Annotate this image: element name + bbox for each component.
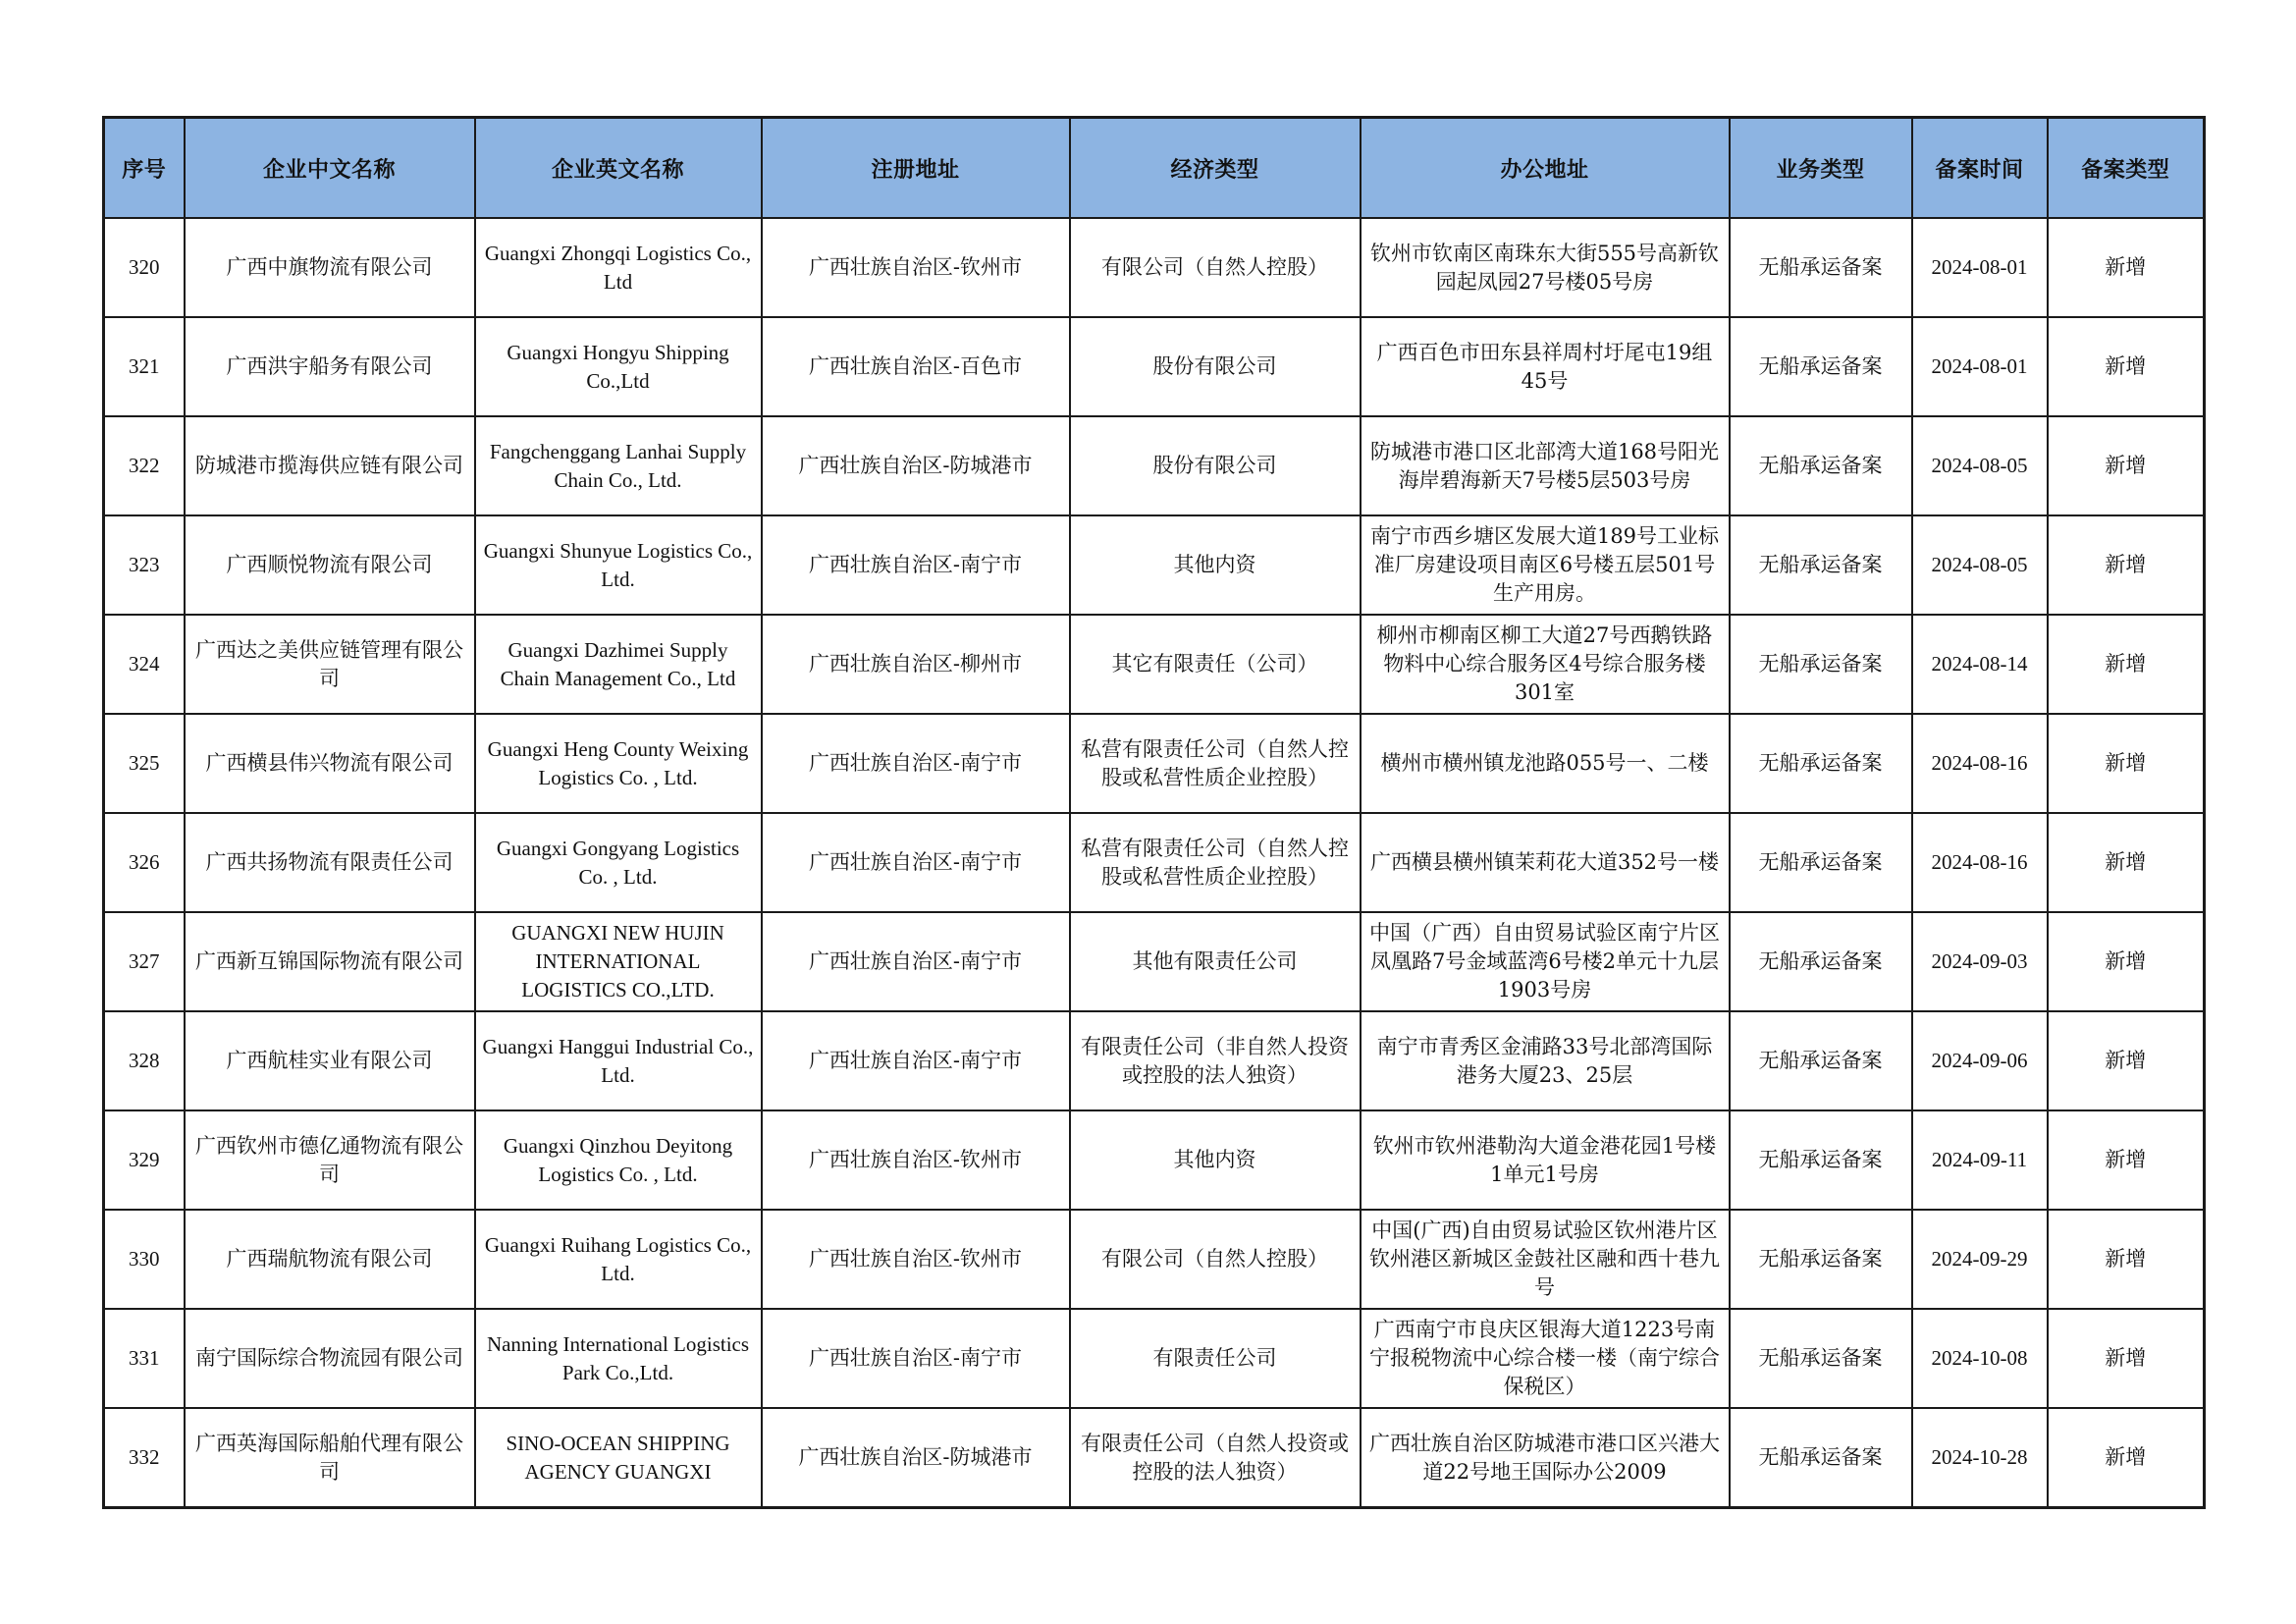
cell-biz-type: 无船承运备案 [1730,1210,1912,1309]
cell-biz-type: 无船承运备案 [1730,416,1912,515]
cell-office-addr: 南宁市西乡塘区发展大道189号工业标准厂房建设项目南区6号楼五层501号生产用房。 [1361,515,1730,615]
cell-en-name: Guangxi Hanggui Industrial Co., Ltd. [475,1011,762,1110]
header-econ-type: 经济类型 [1070,118,1361,219]
table-row [104,515,2205,615]
cell-biz-type: 无船承运备案 [1730,515,1912,615]
cell-no: 322 [104,416,185,515]
cell-reg-addr: 广西壮族自治区-钦州市 [762,1210,1070,1309]
cell-econ-type: 有限责任公司（非自然人投资或控股的法人独资） [1070,1011,1361,1110]
cell-cn-name: 南宁国际综合物流园有限公司 [185,1309,475,1408]
table-row [104,1408,2205,1508]
cell-en-name: Guangxi Gongyang Logistics Co. , Ltd. [475,813,762,912]
cell-cn-name: 广西钦州市德亿通物流有限公司 [185,1110,475,1210]
cell-no: 320 [104,218,185,317]
cell-econ-type: 其他内资 [1070,515,1361,615]
table-row [104,416,2205,515]
header-en-name: 企业英文名称 [475,118,762,219]
cell-cn-name: 广西航桂实业有限公司 [185,1011,475,1110]
cell-en-name: Guangxi Shunyue Logistics Co., Ltd. [475,515,762,615]
cell-econ-type: 私营有限责任公司（自然人控股或私营性质企业控股） [1070,714,1361,813]
cell-date: 2024-10-28 [1912,1408,2048,1508]
cell-biz-type: 无船承运备案 [1730,615,1912,714]
cell-date: 2024-08-16 [1912,813,2048,912]
cell-biz-type: 无船承运备案 [1730,1011,1912,1110]
cell-office-addr: 钦州市钦南区南珠东大街555号高新钦园起凤园27号楼05号房 [1361,218,1730,317]
table-row [104,615,2205,714]
cell-cn-name: 广西瑞航物流有限公司 [185,1210,475,1309]
cell-en-name: Guangxi Dazhimei Supply Chain Management Co., Ltd [475,615,762,714]
cell-no: 324 [104,615,185,714]
cell-office-addr: 钦州市钦州港勒沟大道金港花园1号楼1单元1号房 [1361,1110,1730,1210]
cell-cn-name: 广西英海国际船舶代理有限公司 [185,1408,475,1508]
header-filing-type: 备案类型 [2048,118,2205,219]
table-row [104,317,2205,416]
header-office-addr: 办公地址 [1361,118,1730,219]
table-row [104,1309,2205,1408]
cell-office-addr: 中国（广西）自由贸易试验区南宁片区凤凰路7号金域蓝湾6号楼2单元十九层1903号房 [1361,912,1730,1011]
cell-en-name: Guangxi Heng County Weixing Logistics Co. , Ltd. [475,714,762,813]
cell-date: 2024-09-06 [1912,1011,2048,1110]
cell-reg-addr: 广西壮族自治区-南宁市 [762,1011,1070,1110]
table-row [104,1110,2205,1210]
cell-filing-type: 新增 [2048,1110,2205,1210]
cell-office-addr: 防城港市港口区北部湾大道168号阳光海岸碧海新天7号楼5层503号房 [1361,416,1730,515]
cell-reg-addr: 广西壮族自治区-南宁市 [762,912,1070,1011]
cell-date: 2024-09-03 [1912,912,2048,1011]
table-body [104,218,2205,1508]
cell-econ-type: 有限责任公司（自然人投资或控股的法人独资） [1070,1408,1361,1508]
header-reg-addr: 注册地址 [762,118,1070,219]
cell-biz-type: 无船承运备案 [1730,714,1912,813]
cell-en-name: Guangxi Qinzhou Deyitong Logistics Co. , Ltd. [475,1110,762,1210]
cell-no: 323 [104,515,185,615]
cell-biz-type: 无船承运备案 [1730,317,1912,416]
cell-en-name: Guangxi Hongyu Shipping Co.,Ltd [475,317,762,416]
cell-cn-name: 广西洪宇船务有限公司 [185,317,475,416]
cell-en-name: Guangxi Zhongqi Logistics Co., Ltd [475,218,762,317]
cell-en-name: GUANGXI NEW HUJIN INTERNATIONAL LOGISTICS CO.,LTD. [475,912,762,1011]
cell-date: 2024-08-14 [1912,615,2048,714]
header-cn-name: 企业中文名称 [185,118,475,219]
cell-date: 2024-08-01 [1912,218,2048,317]
cell-econ-type: 其他有限责任公司 [1070,912,1361,1011]
cell-econ-type: 有限公司（自然人控股） [1070,1210,1361,1309]
cell-en-name: Guangxi Ruihang Logistics Co., Ltd. [475,1210,762,1309]
cell-date: 2024-08-05 [1912,515,2048,615]
cell-filing-type: 新增 [2048,317,2205,416]
table-row [104,813,2205,912]
cell-reg-addr: 广西壮族自治区-南宁市 [762,813,1070,912]
cell-no: 331 [104,1309,185,1408]
cell-biz-type: 无船承运备案 [1730,1408,1912,1508]
cell-filing-type: 新增 [2048,912,2205,1011]
cell-cn-name: 广西共扬物流有限责任公司 [185,813,475,912]
cell-biz-type: 无船承运备案 [1730,912,1912,1011]
cell-no: 321 [104,317,185,416]
cell-econ-type: 其它有限责任（公司） [1070,615,1361,714]
cell-reg-addr: 广西壮族自治区-南宁市 [762,515,1070,615]
table-row [104,1210,2205,1309]
cell-filing-type: 新增 [2048,714,2205,813]
cell-cn-name: 广西新互锦国际物流有限公司 [185,912,475,1011]
cell-date: 2024-08-05 [1912,416,2048,515]
cell-en-name: SINO-OCEAN SHIPPING AGENCY GUANGXI [475,1408,762,1508]
cell-no: 325 [104,714,185,813]
table-row [104,1011,2205,1110]
cell-date: 2024-09-11 [1912,1110,2048,1210]
cell-reg-addr: 广西壮族自治区-南宁市 [762,714,1070,813]
cell-office-addr: 广西壮族自治区防城港市港口区兴港大道22号地王国际办公2009 [1361,1408,1730,1508]
cell-office-addr: 广西横县横州镇茉莉花大道352号一楼 [1361,813,1730,912]
cell-reg-addr: 广西壮族自治区-百色市 [762,317,1070,416]
cell-econ-type: 私营有限责任公司（自然人控股或私营性质企业控股） [1070,813,1361,912]
cell-office-addr: 广西百色市田东县祥周村圩尾屯19组45号 [1361,317,1730,416]
cell-filing-type: 新增 [2048,1309,2205,1408]
cell-econ-type: 有限公司（自然人控股） [1070,218,1361,317]
cell-reg-addr: 广西壮族自治区-防城港市 [762,416,1070,515]
cell-filing-type: 新增 [2048,615,2205,714]
cell-econ-type: 有限责任公司 [1070,1309,1361,1408]
header-row [104,118,2205,219]
cell-cn-name: 防城港市揽海供应链有限公司 [185,416,475,515]
cell-reg-addr: 广西壮族自治区-防城港市 [762,1408,1070,1508]
cell-cn-name: 广西中旗物流有限公司 [185,218,475,317]
cell-biz-type: 无船承运备案 [1730,1309,1912,1408]
cell-biz-type: 无船承运备案 [1730,218,1912,317]
cell-cn-name: 广西横县伟兴物流有限公司 [185,714,475,813]
header-no: 序号 [104,118,185,219]
table-row [104,714,2205,813]
cell-office-addr: 中国(广西)自由贸易试验区钦州港片区钦州港区新城区金鼓社区融和西十巷九号 [1361,1210,1730,1309]
cell-filing-type: 新增 [2048,813,2205,912]
cell-cn-name: 广西达之美供应链管理有限公司 [185,615,475,714]
cell-filing-type: 新增 [2048,1408,2205,1508]
cell-office-addr: 南宁市青秀区金浦路33号北部湾国际港务大厦23、25层 [1361,1011,1730,1110]
cell-date: 2024-10-08 [1912,1309,2048,1408]
cell-filing-type: 新增 [2048,1210,2205,1309]
cell-filing-type: 新增 [2048,416,2205,515]
cell-filing-type: 新增 [2048,515,2205,615]
header-date: 备案时间 [1912,118,2048,219]
table-row [104,912,2205,1011]
cell-cn-name: 广西顺悦物流有限公司 [185,515,475,615]
cell-en-name: Fangchenggang Lanhai Supply Chain Co., Ltd. [475,416,762,515]
cell-office-addr: 柳州市柳南区柳工大道27号西鹅铁路物料中心综合服务区4号综合服务楼301室 [1361,615,1730,714]
cell-office-addr: 横州市横州镇龙池路055号一、二楼 [1361,714,1730,813]
cell-en-name: Nanning International Logistics Park Co.,Ltd. [475,1309,762,1408]
cell-no: 326 [104,813,185,912]
header-biz-type: 业务类型 [1730,118,1912,219]
filing-registry-table [102,116,2206,1509]
cell-filing-type: 新增 [2048,218,2205,317]
cell-no: 330 [104,1210,185,1309]
cell-no: 328 [104,1011,185,1110]
cell-no: 327 [104,912,185,1011]
cell-date: 2024-08-01 [1912,317,2048,416]
cell-biz-type: 无船承运备案 [1730,813,1912,912]
cell-office-addr: 广西南宁市良庆区银海大道1223号南宁报税物流中心综合楼一楼（南宁综合保税区） [1361,1309,1730,1408]
cell-econ-type: 其他内资 [1070,1110,1361,1210]
table-header [104,118,2205,219]
cell-biz-type: 无船承运备案 [1730,1110,1912,1210]
cell-no: 332 [104,1408,185,1508]
cell-reg-addr: 广西壮族自治区-钦州市 [762,1110,1070,1210]
cell-reg-addr: 广西壮族自治区-柳州市 [762,615,1070,714]
cell-econ-type: 股份有限公司 [1070,416,1361,515]
cell-econ-type: 股份有限公司 [1070,317,1361,416]
table-row [104,218,2205,317]
cell-filing-type: 新增 [2048,1011,2205,1110]
cell-reg-addr: 广西壮族自治区-南宁市 [762,1309,1070,1408]
cell-no: 329 [104,1110,185,1210]
cell-date: 2024-08-16 [1912,714,2048,813]
cell-reg-addr: 广西壮族自治区-钦州市 [762,218,1070,317]
cell-date: 2024-09-29 [1912,1210,2048,1309]
